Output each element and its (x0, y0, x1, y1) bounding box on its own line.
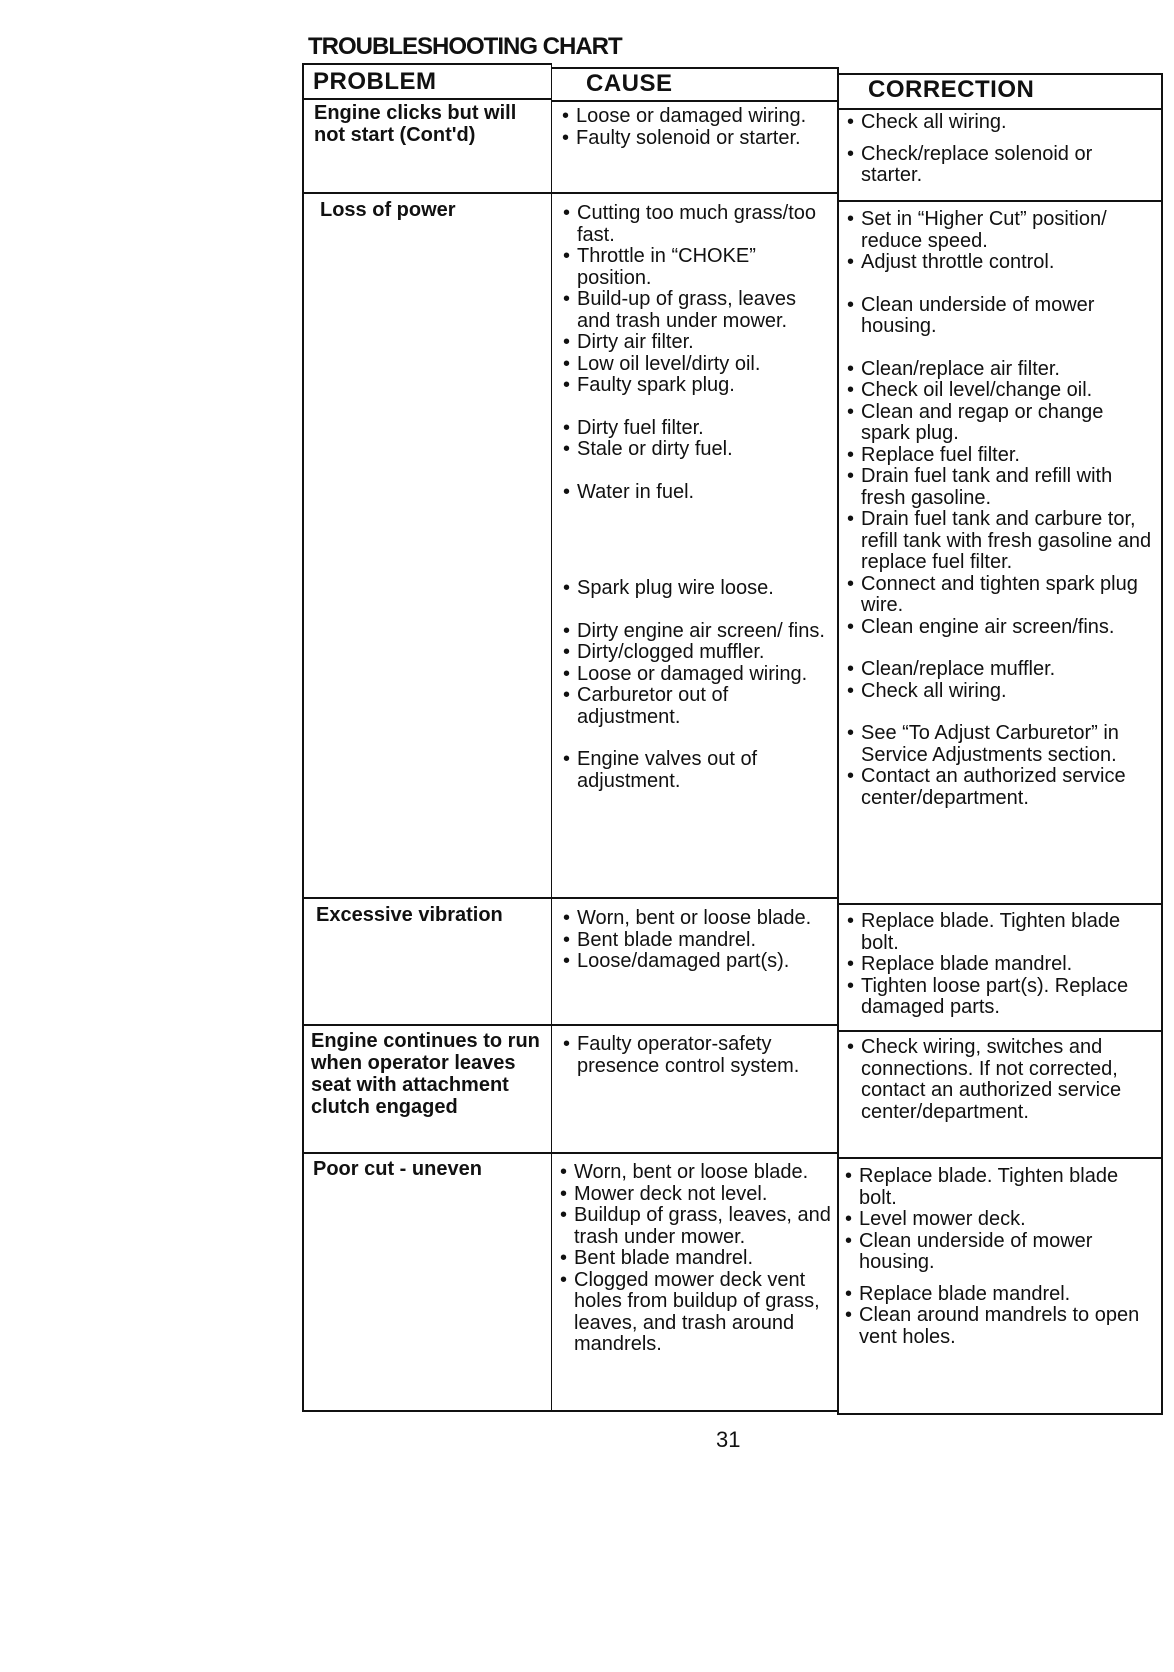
chart-title: TROUBLESHOOTING CHART (308, 33, 622, 60)
header-cause: CAUSE (586, 70, 673, 97)
correction-item: • Check all wiring. (845, 681, 1157, 703)
correction-item: • Level mower deck. (843, 1209, 1157, 1231)
row-divider (837, 1157, 1163, 1159)
correction-item: • Clean/replace muffler. (845, 659, 1157, 681)
correction-item: • Replace blade. Tighten blade bolt. (843, 1166, 1157, 1209)
row-divider (302, 1152, 552, 1154)
cause-item: • Dirty air filter. (561, 332, 833, 354)
row-divider (302, 1024, 552, 1026)
cause-item: • Loose/damaged part(s). (561, 951, 833, 973)
cause-item: • Bent blade mandrel. (561, 930, 833, 952)
correction-item: • Clean underside of mower housing. (843, 1231, 1157, 1274)
correction-item: • Clean underside of mower housing. (845, 295, 1157, 338)
correction-item: • Adjust throttle control. (845, 252, 1157, 274)
header-correction: CORRECTION (868, 76, 1035, 103)
cause-item: • Engine valves out of adjustment. (561, 749, 833, 792)
cause-item: • Cutting too much grass/too fast. (561, 203, 833, 246)
cause-item: • Faulty operator-safety presence control system. (561, 1034, 833, 1077)
correction-item: • Replace blade mandrel. (843, 1284, 1157, 1306)
correction-item: • See “To Adjust Carburetor” in Service Adjustments section. (845, 723, 1157, 766)
causes-loss-of-power (561, 203, 833, 792)
cause-item: • Low oil level/dirty oil. (561, 354, 833, 376)
cause-item: • Build-up of grass, leaves and trash under mower. (561, 289, 833, 332)
cause-item: • Faulty spark plug. (561, 375, 833, 397)
problem-loss-of-power: Loss of power (320, 199, 456, 221)
cause-item: • Worn, bent or loose blade. (561, 908, 833, 930)
problem-engine-continues: Engine continues to run when operator leaves seat with attachment clutch engaged (311, 1030, 540, 1118)
causes-poor-cut (558, 1162, 832, 1356)
cause-item: • Clogged mower deck vent holes from buildup of grass, leaves, and trash around mandrels. (558, 1270, 832, 1356)
correction-item: • Check oil level/change oil. (845, 380, 1157, 402)
cause-item: • Worn, bent or loose blade. (558, 1162, 832, 1184)
header-divider (302, 98, 552, 100)
row-divider (551, 897, 839, 899)
correction-item: • Replace blade. Tighten blade bolt. (845, 911, 1157, 954)
correction-item: • Contact an authorized service center/department. (845, 766, 1157, 809)
cause-item: • Bent blade mandrel. (558, 1248, 832, 1270)
row-divider (837, 903, 1163, 905)
cause-item: • Loose or damaged wiring. (561, 664, 833, 686)
problem-poor-cut: Poor cut - uneven (313, 1158, 482, 1180)
cause-item: • Dirty engine air screen/ fins. (561, 621, 833, 643)
cause-item: • Stale or dirty fuel. (561, 439, 833, 461)
causes-engine-clicks (560, 106, 832, 149)
correction-item: • Connect and tighten spark plug wire. (845, 574, 1157, 617)
cause-item: • Carburetor out of adjustment. (561, 685, 833, 728)
corrections-loss-of-power (845, 209, 1157, 809)
cause-item: • Buildup of grass, leaves, and trash under mower. (558, 1205, 832, 1248)
header-problem: PROBLEM (313, 68, 437, 95)
causes-engine-continues (561, 1034, 833, 1077)
problem-excessive-vibration: Excessive vibration (316, 904, 503, 926)
row-divider (302, 192, 552, 194)
cause-item: • Mower deck not level. (558, 1184, 832, 1206)
row-divider (302, 897, 552, 899)
cause-item: • Spark plug wire loose. (561, 578, 833, 600)
correction-item: • Drain fuel tank and refill with fresh gasoline. (845, 466, 1157, 509)
correction-item: • Check wiring, switches and connections. If not corrected, contact an authorized service center/department. (845, 1037, 1157, 1123)
corrections-engine-clicks (845, 112, 1157, 187)
row-divider (551, 1152, 839, 1154)
correction-item: • Drain fuel tank and carbure tor, refill tank with fresh gasoline and replace fuel filter. (845, 509, 1157, 574)
correction-item: • Replace blade mandrel. (845, 954, 1157, 976)
cause-item: • Loose or damaged wiring. (560, 106, 832, 128)
correction-item: • Replace fuel filter. (845, 445, 1157, 467)
problem-column (302, 63, 552, 1412)
cause-item: • Dirty fuel filter. (561, 418, 833, 440)
page-number: 31 (716, 1427, 741, 1452)
correction-item: • Check all wiring. (845, 112, 1157, 134)
row-divider (837, 200, 1163, 202)
correction-item: • Set in “Higher Cut” position/ reduce speed. (845, 209, 1157, 252)
correction-item: • Clean around mandrels to open vent holes. (843, 1305, 1157, 1348)
correction-item: • Clean engine air screen/fins. (845, 617, 1157, 639)
header-divider (837, 108, 1163, 110)
cause-item: • Dirty/clogged muffler. (561, 642, 833, 664)
cause-item: • Throttle in “CHOKE” position. (561, 246, 833, 289)
corrections-excessive-vibration (845, 911, 1157, 1019)
row-divider (551, 192, 839, 194)
cause-item: • Water in fuel. (561, 482, 833, 504)
correction-item: • Check/replace solenoid or starter. (845, 144, 1157, 187)
corrections-poor-cut (843, 1166, 1157, 1348)
row-divider (837, 1030, 1163, 1032)
header-divider (551, 100, 839, 102)
row-divider (551, 1024, 839, 1026)
correction-item: • Clean/replace air filter. (845, 359, 1157, 381)
correction-item: • Clean and regap or change spark plug. (845, 402, 1157, 445)
corrections-engine-continues (845, 1037, 1157, 1123)
cause-item: • Faulty solenoid or starter. (560, 128, 832, 150)
problem-engine-clicks: Engine clicks but will not start (Cont'd) (314, 102, 517, 146)
correction-item: • Tighten loose part(s). Replace damaged parts. (845, 976, 1157, 1019)
causes-excessive-vibration (561, 908, 833, 973)
